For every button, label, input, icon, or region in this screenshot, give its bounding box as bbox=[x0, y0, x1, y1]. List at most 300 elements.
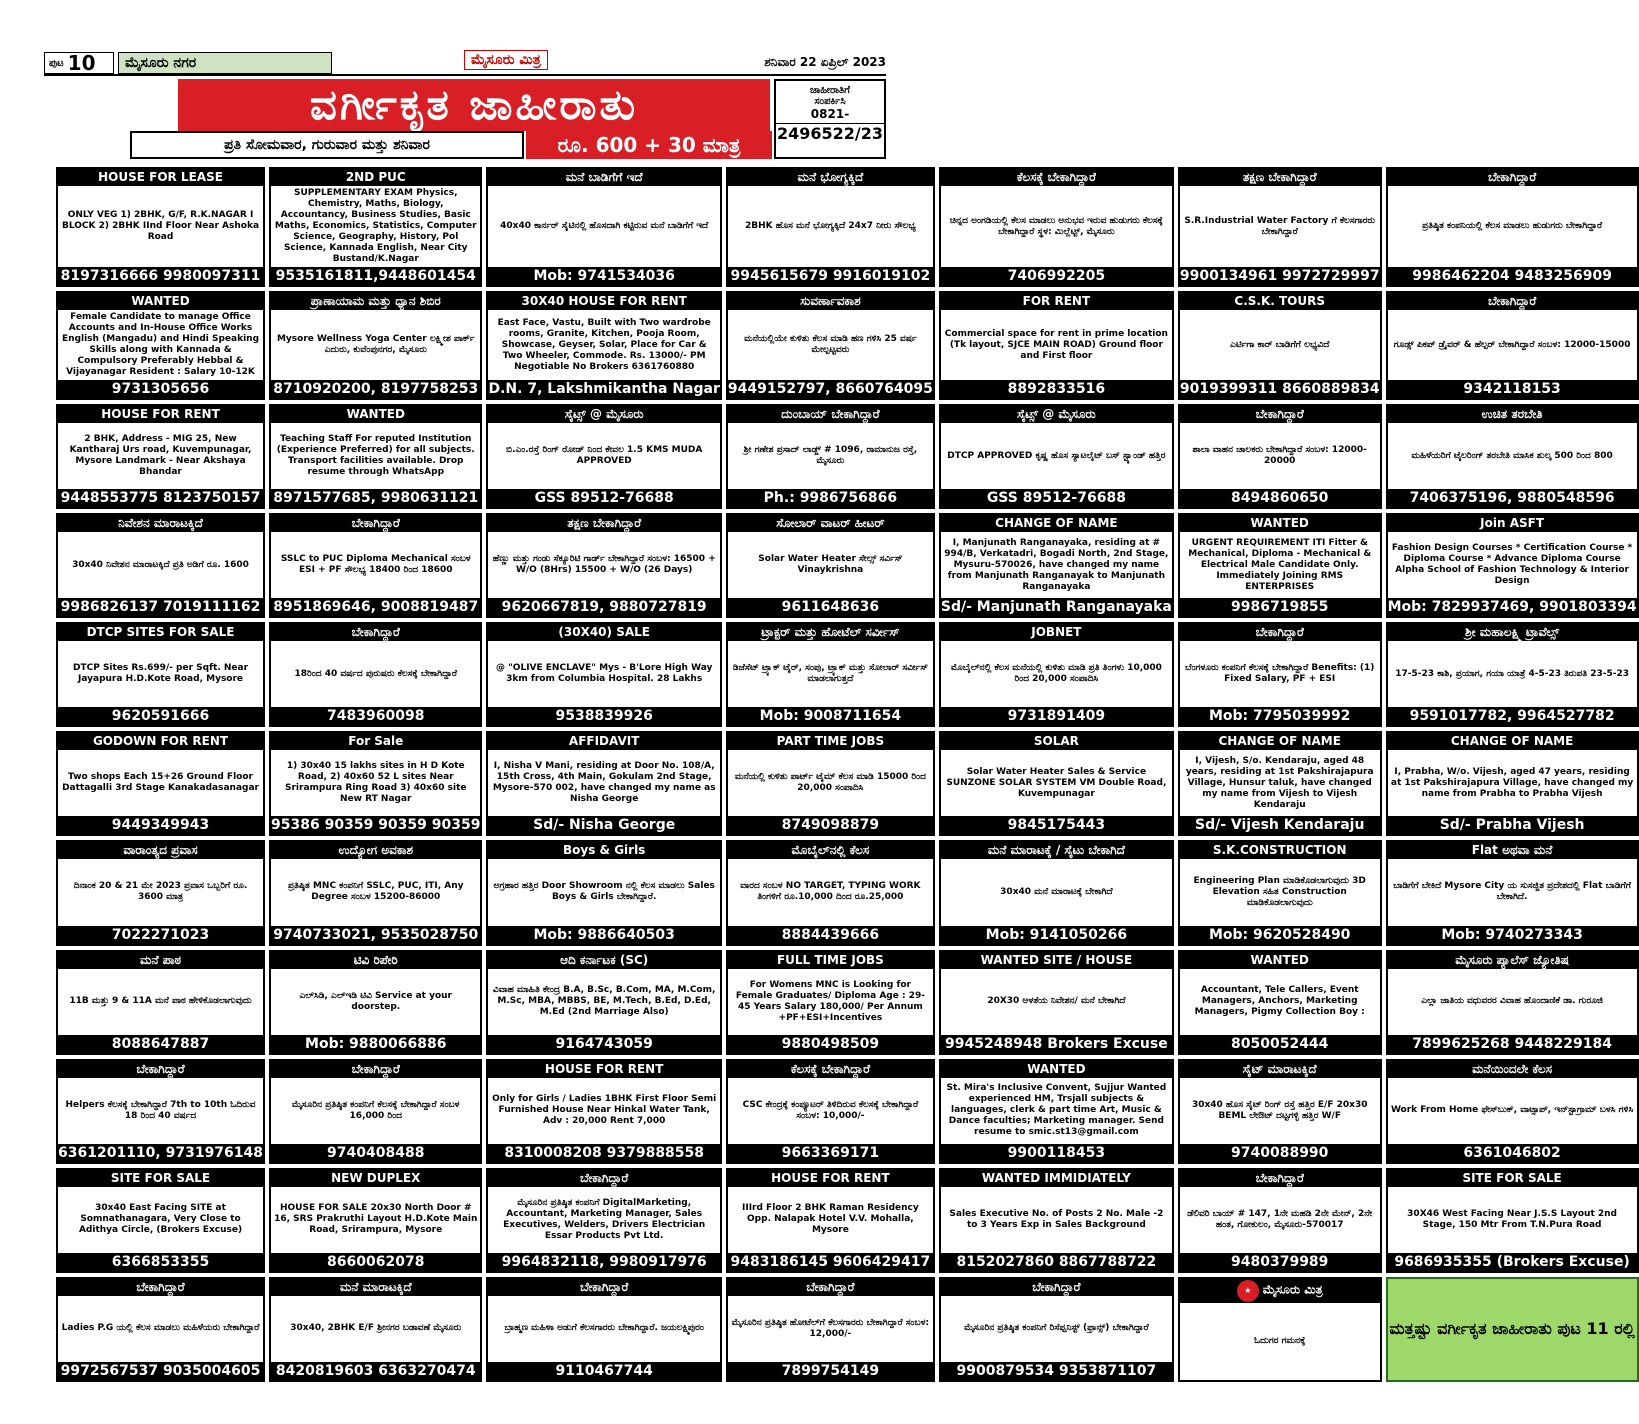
ad-phone: 8710920200, 8197758253 bbox=[271, 380, 480, 398]
classified-ad bbox=[726, 950, 935, 1055]
emblem-icon: ★ bbox=[1237, 1280, 1259, 1302]
ad-heading: ಸೈಟ್ಸ್ @ ಮೈಸೂರು bbox=[941, 406, 1172, 423]
classified-ad bbox=[1386, 513, 1639, 618]
ad-phone: 7483960098 bbox=[271, 707, 480, 725]
ad-heading: ಬೇಕಾಗಿದ್ದಾರೆ bbox=[1180, 624, 1380, 641]
classified-ad bbox=[1386, 167, 1639, 287]
classified-ad bbox=[56, 1277, 265, 1382]
ad-phone: 6361201110, 9731976148 bbox=[58, 1144, 264, 1161]
classified-ad bbox=[726, 1168, 935, 1273]
classified-ad bbox=[1178, 1277, 1382, 1382]
ad-body: 1) 30x40 15 lakhs sites in H D Kote Road, 2) 40x60 52 L sites Near Srirampura Ring Road 3) 40x60 site New RT Nagar bbox=[285, 761, 467, 805]
page-number-box bbox=[44, 52, 114, 74]
classified-ad bbox=[726, 513, 935, 618]
classified-ad bbox=[939, 1277, 1174, 1382]
ad-heading: 2ND PUC bbox=[271, 169, 480, 186]
ad-heading: ಮನೆ ಮಾರಾಟಕ್ಕಿದೆ bbox=[271, 1279, 480, 1296]
ad-body: ಬ್ರಾಹ್ಮಣ ಮಹಿಳಾ ಅಡುಗೆ ಕೆಲಸಗಾರರು ಬೇಕಾಗಿದ್ದಾರೆ. ಜಯಲಕ್ಷ್ಮಿಪುರಂ bbox=[504, 1323, 704, 1334]
ad-body: ONLY VEG 1) 2BHK, G/F, R.K.NAGAR I BLOCK 2) 2BHK IInd Floor Near Ashoka Road bbox=[62, 210, 260, 242]
ad-body: I, Vijesh, S/o. Kendaraju, aged 48 years, residing at 1st Pakshirajapura Village, Hunsur taluk, have changed my name from Vijesh to Vijesh Kendaraju bbox=[1185, 755, 1374, 810]
ad-phone: 9019399311 8660889834 bbox=[1179, 381, 1380, 397]
ad-heading-text: ಮೈಸೂರು ಮಿತ್ರ bbox=[1262, 1282, 1323, 1297]
classified-ad bbox=[486, 950, 721, 1055]
ad-body: 40x40 ಕಾರ್ನರ್ ಸೈಟಿನಲ್ಲಿ ಹೊಸದಾಗಿ ಕಟ್ಟಿರುವ ಮನೆ ಬಾಡಿಗೆಗೆ ಇದೆ bbox=[500, 221, 709, 231]
ad-phone: 8050052444 bbox=[1180, 1035, 1380, 1053]
ad-heading: WANTED bbox=[271, 406, 480, 423]
ad-body: 30x40 ಹೊಸ ಸೈಟ್ ರಿಂಗ್ ರಸ್ತೆ ಹತ್ತಿರ E/F 20x30 BEML ಲೇಔಟ್ ದಟ್ಟಗಳ್ಳಿ ಹತ್ತಿರ W/F bbox=[1191, 1099, 1368, 1121]
ad-body: Commercial space for rent in prime location (Tk layout, SJCE MAIN ROAD) Ground floor and First floor bbox=[944, 328, 1168, 361]
ad-body: ಗೂಡ್ಸ್ ಪಿಕಪ್ ಡ್ರೈವರ್ & ಹೆಲ್ಪರ್ ಬೇಕಾಗಿದ್ದಾರೆ ಸಂಬಳ: 12000-15000 bbox=[1393, 339, 1631, 350]
classified-ad bbox=[726, 291, 935, 400]
ad-body: ಎಲ್‌ಸಿಡಿ, ಎಲ್‌ಇಡಿ ಟಿವಿ Service at your doorstep. bbox=[299, 990, 452, 1012]
classified-ad bbox=[939, 167, 1174, 287]
ad-body: Ladies P.G ಯಲ್ಲಿ ಕೆಲಸ ಮಾಡಲು ಮಹಿಳೆಯರು ಬೇಕಾಗಿದ್ದಾರೆ bbox=[61, 1323, 260, 1334]
ad-heading: ಬೇಕಾಗಿದ್ದಾರೆ bbox=[941, 1279, 1172, 1296]
ad-heading: ಟಿವಿ ರಿಪೇರಿ bbox=[271, 952, 480, 969]
page-number: 10 bbox=[67, 51, 96, 75]
ad-heading: C.S.K. TOURS bbox=[1180, 293, 1380, 310]
ad-phone: 9620667819, 9880727819 bbox=[488, 598, 719, 616]
ad-heading: ವಾರಾಂತ್ಯದ ಪ್ರವಾಸ bbox=[58, 842, 263, 859]
classified-ad bbox=[56, 731, 265, 836]
classified-ad bbox=[486, 731, 721, 836]
ad-body: Accountant, Tele Callers, Event Managers, Anchors, Marketing Managers, Pigmy Collection Boy : bbox=[1194, 985, 1365, 1018]
classified-ad bbox=[1178, 291, 1382, 400]
ad-phone: 9986719855 bbox=[1180, 598, 1380, 616]
ad-body: IIIrd Floor 2 BHK Raman Residency Opp. Nalapak Hotel V.V. Mohalla, Mysore bbox=[742, 1203, 919, 1236]
ad-phone: 9448553775 8123750157 bbox=[58, 489, 263, 507]
ad-heading: (30X40) SALE bbox=[488, 624, 719, 641]
ad-heading: WANTED bbox=[1180, 952, 1380, 969]
ad-heading: ಪ್ರಾಣಾಯಾಮ ಮತ್ತು ಧ್ಯಾನ ಶಿಬಿರ bbox=[271, 293, 480, 310]
ad-heading: WANTED IMMIDIATELY bbox=[941, 1170, 1172, 1187]
classified-ad bbox=[1386, 1059, 1639, 1164]
ad-body: 17-5-23 ಕಾಶಿ, ಪ್ರಯಾಗ, ಗಯಾ ಯಾತ್ರೆ 4-5-23 ತಿರುಪತಿ 23-5-23 bbox=[1395, 668, 1629, 679]
ad-heading: ಬೇಕಾಗಿದ್ದಾರೆ bbox=[488, 1170, 719, 1187]
ad-phone: Sd/- Vijesh Kendaraju bbox=[1180, 816, 1380, 834]
classified-ad bbox=[726, 1059, 935, 1164]
ad-phone: 9740733021, 9535028750 bbox=[271, 926, 480, 944]
classified-ad bbox=[56, 840, 265, 945]
ad-heading: WANTED bbox=[58, 293, 263, 310]
ad-phone: 9480379989 bbox=[1180, 1253, 1380, 1271]
classified-ad bbox=[269, 731, 482, 836]
ad-heading: S.K.CONSTRUCTION bbox=[1180, 842, 1380, 859]
ad-heading: FULL TIME JOBS bbox=[728, 952, 933, 969]
classified-ad bbox=[269, 167, 482, 287]
ad-heading: SITE FOR SALE bbox=[1388, 1170, 1637, 1187]
classified-ad bbox=[1178, 167, 1382, 287]
ad-body: Teaching Staff For reputed Institution (Experience Preferred) for all subjects. Transport facilities available. Drop resume through WhatsApp bbox=[276, 434, 475, 478]
ad-phone: 9740088990 bbox=[1180, 1144, 1380, 1162]
ad-heading: ಕೆಲಸಕ್ಕೆ ಬೇಕಾಗಿದ್ದಾರೆ bbox=[941, 169, 1172, 186]
classified-ad bbox=[56, 1059, 265, 1164]
ad-heading: ಬೇಕಾಗಿದ್ದಾರೆ bbox=[271, 1061, 480, 1078]
ad-body: ಬೆಂಗಳೂರು ಕಂಪನಿಗೆ ಕೆಲಸಕ್ಕೆ ಬೇಕಾಗಿದ್ದಾರೆ Benefits: (1) Fixed Salary, PF + ESI bbox=[1185, 663, 1375, 685]
classified-ad bbox=[269, 513, 482, 618]
ad-heading: ಸೋಲಾರ್ ವಾಟರ್ ಹೀಟರ್ bbox=[728, 515, 933, 532]
ad-phone: 8310008208 9379888558 bbox=[488, 1144, 719, 1162]
ad-heading: ಟ್ರಾಕ್ಟರ್ ಮತ್ತು ಹೋಟೆಲ್ ಸರ್ವೀಸ್ bbox=[728, 624, 933, 641]
ad-heading: ಬೇಕಾಗಿದ್ದಾರೆ bbox=[271, 624, 480, 641]
classified-ad bbox=[486, 404, 721, 509]
ad-phone: 6361046802 bbox=[1388, 1144, 1637, 1162]
ad-phone: 8197316666 9980097311 bbox=[58, 267, 263, 285]
classified-ad bbox=[939, 291, 1174, 400]
classified-ad bbox=[1386, 731, 1639, 836]
classified-ad bbox=[726, 622, 935, 727]
ad-heading: ಮನೆ ಮಾರಾಟಕ್ಕೆ / ಸೈಟು ಬೇಕಾಗಿದೆ bbox=[941, 842, 1172, 859]
ad-body: 30x40 East Facing SITE at Somnathanagara, Very Close to Adithya Circle, (Brokers Excuse) bbox=[78, 1203, 243, 1236]
classified-ad bbox=[1178, 840, 1382, 945]
ad-body: 18ರಿಂದ 40 ವರ್ಷದ ಪುರುಷರು ಕೆಲಸಕ್ಕೆ ಬೇಕಾಗಿದ್ದಾರೆ bbox=[294, 668, 458, 679]
ad-heading: HOUSE FOR RENT bbox=[58, 406, 263, 423]
ad-body: Work From Home ಫೇಸ್‌ಬುಕ್, ವಾಟ್ಸಾಪ್, ಇನ್‌ಸ್ಟಾಗ್ರಾಮ್ ಬಳಸಿ ಗಳಿಸಿ bbox=[1390, 1105, 1634, 1116]
ad-phone: 6366853355 bbox=[58, 1253, 263, 1271]
ad-heading: For Sale bbox=[271, 733, 480, 750]
ad-heading: ಮನೆ ಬಾಡಿಗೆಗೆ ಇದೆ bbox=[488, 169, 719, 186]
ad-body: ಹೆಣ್ಣು ಮತ್ತು ಗಂಡು ಸೆಕ್ಯೂರಿಟಿ ಗಾರ್ಡ್ ಬೇಕಾಗಿದ್ದಾರೆ ಸಂಬಳ: 16500 + W/O (8Hrs) 15500 + W/O (26 Days) bbox=[492, 554, 716, 576]
ad-heading: Boys & Girls bbox=[488, 842, 719, 859]
ad-phone: 9731305656 bbox=[58, 380, 263, 398]
ad-body: ಬಿ.ಎಂ.ರಸ್ತೆ ರಿಂಗ್ ರೋಡ್ ನಿಂದ ಕೇವಲ 1.5 KMS MUDA APPROVED bbox=[506, 445, 703, 467]
ad-heading: CHANGE OF NAME bbox=[941, 515, 1172, 532]
classified-ad bbox=[269, 1168, 482, 1273]
ad-phone: Mob: 9880066886 bbox=[271, 1035, 480, 1053]
classified-ad bbox=[939, 513, 1174, 618]
ad-phone: 9449349943 bbox=[58, 816, 263, 834]
classified-ad bbox=[269, 622, 482, 727]
ad-phone: 9986826137 7019111162 bbox=[58, 598, 263, 616]
classified-ad bbox=[939, 622, 1174, 727]
contact-line-1: ಜಾಹೀರಾತಿಗೆ bbox=[810, 85, 850, 96]
ad-phone: 9591017782, 9964527782 bbox=[1388, 707, 1637, 725]
ad-phone: 9900879534 9353871107 bbox=[941, 1362, 1172, 1380]
ad-phone: Sd/- Manjunath Ranganayaka bbox=[940, 599, 1172, 616]
ad-heading: WANTED bbox=[941, 1061, 1172, 1078]
ad-body: 30x40 ನಿವೇಶನ ಮಾರಾಟಕ್ಕಿದೆ ಪ್ರತಿ ಅಡಿಗೆ ರೂ. 1600 bbox=[72, 559, 249, 570]
ad-heading: ಕೆಲಸಕ್ಕೆ ಬೇಕಾಗಿದ್ದಾರೆ bbox=[728, 1061, 933, 1078]
ad-phone: 8088647887 bbox=[58, 1035, 263, 1053]
classified-ad bbox=[486, 840, 721, 945]
ad-body: ಮೊಬೈಲ್‌ನಲ್ಲಿ ಕೆಲಸ ಮನೆಯಲ್ಲಿ ಕುಳಿತು ಮಾಡಿ ಪ್ರತಿ ತಿಂಗಳು 10,000 ರಿಂದ 20,000 ಸಂಪಾದಿಸಿ bbox=[950, 663, 1162, 685]
ad-phone: 9900118453 bbox=[941, 1144, 1172, 1162]
ad-body: Mysore Wellness Yoga Center ಲಕ್ಷ್ಮೀಶ ಪಾರ್ಕ್ ಎದುರು, ಕುವೆಂಪುನಗರ, ಮೈಸೂರು bbox=[276, 334, 475, 355]
ad-body: Solar Water Heater ಸೇಲ್ಸ್ ಸರ್ವಿಸ್ Vinaykrishna bbox=[758, 554, 903, 576]
city-label: ಮೈಸೂರು ನಗರ bbox=[118, 52, 332, 74]
newspaper-logo: ಮೈಸೂರು ಮಿತ್ರ bbox=[464, 50, 548, 70]
ad-body: ಡಿಜೆಸೆಟ್ ಟ್ರ್ಯಾಕ್ ಟೈರ್, ಸಂಪು, ಟ್ರ್ಯಾಕ್ ಮತ್ತು ಸೋಲಾರ್ ಸರ್ವೀಸ್ ಮಾಡಲಾಗುತ್ತದೆ bbox=[732, 663, 928, 685]
ad-heading: ಮನೆ ಪಾಠ bbox=[58, 952, 263, 969]
classified-ad bbox=[726, 731, 935, 836]
ad-phone: 8749098879 bbox=[728, 816, 933, 834]
ad-body: DTCP Sites Rs.699/- per Sqft. Near Jayapura H.D.Kote Road, Mysore bbox=[73, 663, 249, 685]
ad-phone: Mob: 9620528490 bbox=[1180, 926, 1380, 944]
ad-heading: ಬೇಕಾಗಿದ್ದಾರೆ bbox=[728, 1279, 933, 1296]
classified-ad bbox=[486, 167, 721, 287]
ad-phone: 7899754149 bbox=[728, 1362, 933, 1380]
classified-ad bbox=[1386, 1168, 1639, 1273]
ad-phone: 95386 90359 90359 90359 bbox=[271, 817, 481, 834]
ad-heading: ಶ್ರೀ ಮಹಾಲಕ್ಷ್ಮಿ ಟ್ರಾವೆಲ್ಸ್ bbox=[1388, 624, 1637, 641]
contact-line-3: 0821- bbox=[810, 107, 850, 121]
ad-body: S.R.Industrial Water Factory ಗೆ ಕೆಲಸಗಾರರು ಬೇಕಾಗಿದ್ದಾರೆ bbox=[1184, 215, 1376, 237]
ad-body: ವಿವಾಹ ಮಾಹಿತಿ ಕೇಂದ್ರ B.A, B.Sc, B.Com, MA, M.Com, M.Sc, MBA, MBBS, BE, M.Tech, B.Ed, D.Ed, M.Ed (2nd Marriage Also) bbox=[492, 985, 716, 1018]
ad-body: SUPPLEMENTARY EXAM Physics, Chemistry, Maths, Biology, Accountancy, Business Studies, Basic Maths, Economics, Statistics, Computer Science, Geography, History, Pol Science, Kannada English, Near City Bustand/K.Nagar bbox=[274, 188, 477, 264]
ad-price: ರೂ. 600 + 30 ಮಾತ್ರ bbox=[526, 131, 772, 159]
classified-ad bbox=[486, 1168, 721, 1273]
ad-body: ಓದುಗರ ಗಮನಕ್ಕೆ bbox=[1254, 1335, 1306, 1346]
ad-heading: ಬೇಕಾಗಿದ್ದಾರೆ bbox=[1180, 406, 1380, 423]
continued-notice-text: ಮತ್ತಷ್ಟು ವರ್ಗೀಕೃತ ಜಾಹೀರಾತು ಪುಟ 11 ರಲ್ಲಿ bbox=[1389, 1319, 1635, 1339]
ad-phone: 9945248948 Brokers Excuse bbox=[941, 1035, 1172, 1053]
contact-box bbox=[774, 79, 886, 159]
classified-ad bbox=[1386, 840, 1639, 945]
ad-phone: Ph.: 9986756866 bbox=[728, 489, 933, 507]
ad-phone: Mob: 9886640503 bbox=[488, 926, 719, 944]
ad-body: 30x40 ಮನೆ ಮಾರಾಟಕ್ಕೆ ಬೇಕಾಗಿದೆ bbox=[1000, 886, 1113, 897]
ad-phone: Sd/- Prabha Vijesh bbox=[1388, 816, 1637, 834]
classified-ad bbox=[56, 167, 265, 287]
ad-body: Sales Executive No. of Posts 2 No. Male -2 to 3 Years Exp in Sales Background bbox=[949, 1208, 1164, 1230]
ad-phone: 9663369171 bbox=[728, 1144, 933, 1162]
ad-phone: Mob: 9740273343 bbox=[1388, 926, 1637, 944]
ad-phone: 9740408488 bbox=[271, 1144, 480, 1162]
ad-heading: CHANGE OF NAME bbox=[1388, 733, 1637, 750]
ad-phone: Sd/- Nisha George bbox=[488, 816, 719, 834]
classified-ad bbox=[56, 1168, 265, 1273]
ad-phone: 8971577685, 9980631121 bbox=[271, 489, 480, 507]
ad-phone: 8951869646, 9008819487 bbox=[271, 598, 480, 616]
ad-phone: 8494860650 bbox=[1180, 489, 1380, 507]
ad-phone: 9483186145 9606429417 bbox=[728, 1253, 933, 1271]
classified-ad bbox=[726, 167, 935, 287]
ad-body: ಡೆಲಿವರಿ ಬಾಯ್ # 147, 1ನೇ ಮಹಡಿ 2ನೇ ಮೇನ್, 2ನೇ ಹಂತ, ಗೋಕುಲಂ, ಮೈಸೂರು-570017 bbox=[1187, 1208, 1373, 1230]
ad-body: ಪ್ರತಿಷ್ಠಿತ ಕಂಪನಿಯಲ್ಲಿ ಕೆಲಸ ಮಾಡಲು ಹುಡುಗರು ಬೇಕಾಗಿದ್ದಾರೆ bbox=[1422, 221, 1603, 231]
ad-body: ಚಿನ್ನದ ಅಂಗಡಿಯಲ್ಲಿ ಕೆಲಸ ಮಾಡಲು ಅನುಭವ ಇರುವ ಹುಡುಗರು ಕೆಲಸಕ್ಕೆ ಬೇಕಾಗಿದ್ದಾರೆ ಸ್ಥಳ: ಮಿಲ್ಲೆಟ್ಟ್, ಮೈಸೂರು bbox=[949, 215, 1163, 237]
classified-ad bbox=[486, 1059, 721, 1164]
ad-body: ಮೈಸೂರಿನ ಪ್ರತಿಷ್ಠಿತ ಕಂಪನಿಗೆ ರಿಸೆಪ್ಷನಿಸ್ಟ್ (ಫ್ರಾನ್ಸ್) ಬೇಕಾಗಿದ್ದಾರೆ bbox=[964, 1323, 1149, 1334]
issue-date: ಶನಿವಾರ 22 ಏಪ್ರಿಲ್ 2023 bbox=[764, 55, 886, 69]
ad-body: 2 BHK, Address - MIG 25, New Kantharaj Urs road, Kuvempunagar, Mysore Landmark - Near Akshaya Bhandar bbox=[69, 434, 252, 478]
classified-ad bbox=[1178, 950, 1382, 1055]
ad-heading: ಬೇಕಾಗಿದ್ದಾರೆ bbox=[488, 1279, 719, 1296]
ad-body: ಬಾಡಿಗೆಗೆ ಬೇಕಿದೆ Mysore City ಯ ಸುಸಜ್ಜಿತ ಪ್ರದೇಶದಲ್ಲಿ Flat ಬಾಡಿಗೆಗೆ ಬೇಕಾಗಿದೆ. bbox=[1393, 881, 1631, 903]
ad-phone: 8660062078 bbox=[271, 1253, 480, 1271]
classified-ad bbox=[726, 1277, 935, 1382]
ad-heading: DTCP SITES FOR SALE bbox=[58, 624, 263, 641]
ad-body: CSC ಕೇಂದ್ರಕ್ಕೆ ಕಂಪ್ಯೂಟರ್ ತಿಳಿದಿರುವ ಕೆಲಸಕ್ಕೆ ಬೇಕಾಗಿದ್ದಾರೆ ಸಂಬಳ: 10,000/- bbox=[742, 1099, 919, 1121]
ad-heading: SITE FOR SALE bbox=[58, 1170, 263, 1187]
ad-heading: ಮೊಬೈಲ್‌ನಲ್ಲಿ ಕೆಲಸ bbox=[728, 842, 933, 859]
ad-body: Fashion Design Courses * Certification Course * Diploma Course * Advance Diploma Course Alpha School of Fashion Technology & Interior Design bbox=[1391, 543, 1633, 587]
ad-heading: Join ASFT bbox=[1388, 515, 1637, 532]
ad-heading: ಬೇಕಾಗಿದ್ದಾರೆ bbox=[1388, 169, 1637, 186]
ad-body: 11B ಮತ್ತು 9 & 11A ಮನೆ ಪಾಠ ಹೇಳಿಕೊಡಲಾಗುವುದು bbox=[69, 996, 252, 1007]
ad-heading: ಬೇಕಾಗಿದ್ದಾರೆ bbox=[1180, 1170, 1380, 1187]
ad-phone: GSS 89512-76688 bbox=[488, 489, 719, 507]
ad-body: ಎಲ್ಲಾ ಜಾತಿಯ ವಧುವರರ ವಿವಾಹ ಹೊಂದಾಣಿಕೆ ಡಾ. ಗುರೂಜಿ bbox=[1421, 996, 1603, 1007]
ad-body: Only for Girls / Ladies 1BHK First Floor Semi Furnished House Near Hinkal Water Tank, Adv : 20,000 Rent 7,000 bbox=[492, 1094, 717, 1127]
page-label: ಪುಟ bbox=[49, 57, 64, 69]
ad-phone: 9972567537 9035004605 bbox=[58, 1362, 263, 1380]
contact-phone: 2496522/23 bbox=[776, 124, 884, 143]
ad-heading: WANTED bbox=[1180, 515, 1380, 532]
ad-heading bbox=[1180, 1279, 1380, 1303]
classified-ad bbox=[1178, 1059, 1382, 1164]
ad-heading: GODOWN FOR RENT bbox=[58, 733, 263, 750]
classified-ad bbox=[269, 840, 482, 945]
ad-phone: GSS 89512-76688 bbox=[941, 489, 1172, 507]
classified-ad bbox=[726, 840, 935, 945]
ad-body: SSLC to PUC Diploma Mechanical ಸಂಬಳ ESI + PF ಸೌಲಭ್ಯ 18400 ರಿಂದ 18600 bbox=[280, 554, 471, 576]
ad-heading: ಸೈಟ್ ಮಾರಾಟಕ್ಕಿದೆ bbox=[1180, 1061, 1380, 1078]
classified-ad bbox=[56, 404, 265, 509]
classified-ad bbox=[486, 1277, 721, 1382]
ad-heading: AFFIDAVIT bbox=[488, 733, 719, 750]
contact-line-2: ಸಂಪರ್ಕಿಸಿ bbox=[814, 96, 846, 107]
classified-ad bbox=[1178, 622, 1382, 727]
page-header bbox=[44, 50, 886, 76]
ad-body: ಶ್ರೀ ಗಣೇಶ ಪ್ರಸಾದ್ ಲಾಡ್ಜ್ # 1096, ರಾಮಾನುಜ ರಸ್ತೆ, ಮೈಸೂರು bbox=[743, 445, 918, 467]
ad-body: East Face, Vastu, Built with Two wardrobe rooms, Granite, Kitchen, Pooja Room, Showcase, Geyser, Solar, Place for Car & Two Wheeler, Commode. Rs. 13000/- PM Negotiable No Brokers 6361760880 bbox=[497, 317, 711, 372]
ad-body: ಮನೆಯಲ್ಲಿಯೇ ಕುಳಿತು ಕೆಲಸ ಮಾಡಿ ಹಣ ಗಳಿಸಿ 25 ವರ್ಷ ಮೇಲ್ಪಟ್ಟವರು bbox=[744, 334, 917, 355]
ad-phone: 9945615679 9916019102 bbox=[728, 267, 933, 285]
classified-ad bbox=[56, 291, 265, 400]
ad-phone: 7899625268 9448229184 bbox=[1388, 1035, 1637, 1053]
ad-body: Two shops Each 15+26 Ground Floor Dattagalli 3rd Stage Kanakadasanagar bbox=[62, 772, 259, 794]
ad-body: 30X46 West Facing Near J.S.S Layout 2nd Stage, 150 Mtr From T.N.Pura Road bbox=[1407, 1208, 1617, 1230]
ad-heading: SOLAR bbox=[941, 733, 1172, 750]
classified-ad bbox=[726, 404, 935, 509]
ad-body: DTCP APPROVED ಕೃಷ್ಣ ಹೊಸ ಸ್ಯಾಟಲೈಟ್ ಬಸ್ ಸ್ಟ್ಯಾಂಡ್ ಹತ್ತಿರ bbox=[947, 450, 1166, 461]
classified-ad bbox=[56, 513, 265, 618]
classified-ad bbox=[939, 731, 1174, 836]
ad-phone: 8884439666 bbox=[728, 926, 933, 944]
section-subtitle: ಪ್ರತಿ ಸೋಮವಾರ, ಗುರುವಾರ ಮತ್ತು ಶನಿವಾರ bbox=[130, 131, 524, 159]
ad-heading: ದುಂಬಾಯ್ ಬೇಕಾಗಿದ್ದಾರೆ bbox=[728, 406, 933, 423]
ad-body: ಎರ್ಟಿಗಾ ಕಾರ್ ಬಾಡಿಗೆಗೆ ಲಭ್ಯವಿದೆ bbox=[1230, 339, 1330, 350]
ad-phone: Mob: 9008711654 bbox=[728, 707, 933, 725]
ad-heading: WANTED SITE / HOUSE bbox=[941, 952, 1172, 969]
ad-phone: Mob: 9141050266 bbox=[941, 926, 1172, 944]
classified-ad bbox=[1386, 622, 1639, 727]
ad-body: Solar Water Heater Sales & Service SUNZONE SOLAR SYSTEM VM Double Road, Kuvempunagar bbox=[946, 766, 1167, 799]
classified-ad bbox=[939, 1059, 1174, 1164]
ad-heading: 30X40 HOUSE FOR RENT bbox=[488, 293, 719, 310]
ad-phone: 8420819603 6363270474 bbox=[271, 1362, 480, 1380]
ad-heading: ಆದಿ ಕರ್ನಾಟಕ (SC) bbox=[488, 952, 719, 969]
ad-body: URGENT REQUIREMENT ITI Fitter & Mechanical, Diploma - Mechanical & Electrical Male Candidate Only. Immediately Joining RMS ENTERPRISES bbox=[1188, 537, 1372, 592]
ad-phone: 9620591666 bbox=[58, 707, 263, 725]
ad-phone: 9900134961 9972729997 bbox=[1179, 268, 1380, 284]
ad-phone: 9342118153 bbox=[1388, 380, 1637, 398]
ad-phone: Mob: 7829937469, 9901803394 bbox=[1387, 599, 1637, 616]
ad-phone: 9845175443 bbox=[941, 816, 1172, 834]
ad-heading: ತಕ್ಷಣ ಬೇಕಾಗಿದ್ದಾರೆ bbox=[488, 515, 719, 532]
ad-phone: 7022271023 bbox=[58, 926, 263, 944]
ad-body: 30x40, 2BHK E/F ಶ್ರೀನಗರ ಬಡಾವಣೆ ಮೈಸೂರು bbox=[290, 1323, 462, 1334]
ad-body: ದಿನಾಂಕ 20 & 21 ಮೇ 2023 ಪ್ರವಾಸ ಒಬ್ಬರಿಗೆ ರೂ. 3600 ಮಾತ್ರ bbox=[73, 881, 248, 903]
ad-phone: Mob: 7795039992 bbox=[1180, 707, 1380, 725]
classified-ad bbox=[269, 1277, 482, 1382]
classified-ad bbox=[56, 622, 265, 727]
ad-phone: 7406992205 bbox=[941, 267, 1172, 285]
ad-heading: ಬೇಕಾಗಿದ್ದಾರೆ bbox=[58, 1279, 263, 1296]
ad-heading: ಮನೆಯಿಂದಲೇ ಕೆಲಸ bbox=[1388, 1061, 1637, 1078]
ad-body: I, Nisha V Mani, residing at Door No. 108/A, 15th Cross, 4th Main, Gokulam 2nd Stage, Mysore-570 002, have changed my name as Nisha George bbox=[492, 761, 716, 805]
ad-phone: Mob: 9741534036 bbox=[488, 267, 719, 285]
ad-heading: FOR RENT bbox=[941, 293, 1172, 310]
classified-ad bbox=[486, 513, 721, 618]
ad-phone: 9110467744 bbox=[488, 1362, 719, 1380]
ad-body: 2BHK ಹೊಸ ಮನೆ ಭೋಗ್ಯಕ್ಕಿದೆ 24x7 ನೀರು ಸೌಲಭ್ಯ bbox=[744, 221, 916, 231]
classified-ad bbox=[1178, 731, 1382, 836]
ad-heading: ಮೈಸೂರು ಪ್ಯಾಲೆಸ್ ಜ್ಯೋತಿಷ bbox=[1388, 952, 1637, 969]
ad-phone: 9986462204 9483256909 bbox=[1388, 267, 1637, 285]
continued-notice bbox=[1386, 1277, 1639, 1382]
ad-phone: 8152027860 8867788722 bbox=[941, 1253, 1172, 1271]
ad-heading: ಮನೆ ಭೋಗ್ಯಕ್ಕಿದೆ bbox=[728, 169, 933, 186]
ad-heading: ಬೇಕಾಗಿದ್ದಾರೆ bbox=[1388, 293, 1637, 310]
classified-ad bbox=[1178, 404, 1382, 509]
ad-phone: 9731891409 bbox=[941, 707, 1172, 725]
classified-ad bbox=[269, 950, 482, 1055]
ad-body: Helpers ಕೆಲಸಕ್ಕೆ ಬೇಕಾಗಿದ್ದಾರೆ 7th to 10th ಓದಿರುವ 18 ರಿಂದ 40 ವರ್ಷದ bbox=[65, 1099, 256, 1121]
ad-body: ಪ್ರತಿಷ್ಠಿತ MNC ಕಂಪನಿಗೆ SSLC, PUC, ITI, Any Degree ಸಂಬಳ 15200-86000 bbox=[288, 881, 464, 903]
classified-ad bbox=[1386, 950, 1639, 1055]
ad-phone: 9535161811,9448601454 bbox=[271, 267, 480, 285]
ad-body: ಮೈಸೂರಿನ ಪ್ರತಿಷ್ಠಿತ ಕಂಪನಿಗೆ ಕೆಲಸಕ್ಕೆ ಬೇಕಾಗಿದ್ದಾರೆ ಸಂಬಳ 16,000 ರಿಂದ bbox=[291, 1099, 460, 1121]
classified-ad bbox=[939, 1168, 1174, 1273]
ad-body: ಅಗ್ರಹಾರ ಹತ್ತಿರ Door Showroom ನಲ್ಲಿ ಕೆಲಸ ಮಾಡಲು Sales Boys & Girls ಬೇಕಾಗಿದ್ದಾರೆ. bbox=[493, 881, 715, 903]
classified-ad bbox=[269, 404, 482, 509]
ad-heading: HOUSE FOR LEASE bbox=[58, 169, 263, 186]
classified-ad bbox=[56, 950, 265, 1055]
ad-heading: ತಕ್ಷಣ ಬೇಕಾಗಿದ್ದಾರೆ bbox=[1180, 169, 1380, 186]
classified-ad bbox=[1178, 1168, 1382, 1273]
ad-phone: 9611648636 bbox=[728, 598, 933, 616]
ad-body: St. Mira's Inclusive Convent, Sujjur Wanted experienced HM, Trsjall subjects & languages, clerk & part time Art, Music & Dance faculties; Marketing manager. Send resume to smic.st13@gmail.com bbox=[946, 1083, 1167, 1138]
ad-heading: ಬೇಕಾಗಿದ್ದಾರೆ bbox=[58, 1061, 263, 1078]
ad-phone: 9449152797, 8660764095 bbox=[727, 381, 933, 397]
ad-phone: 9964832118, 9980917976 bbox=[488, 1253, 719, 1271]
ad-body: Engineering Plan ಮಾಡಿಕೊಡಲಾಗುವುದು 3D Elevation ಸಹಿತ Construction ಮಾಡಿಕೊಡಲಾಗುವುದು bbox=[1193, 875, 1366, 908]
ad-phone: D.N. 7, Lakshmikantha Nagar bbox=[488, 381, 720, 397]
ad-phone: 8892833516 bbox=[941, 380, 1172, 398]
ad-heading: ಉದ್ಯೋಗ ಅವಕಾಶ bbox=[271, 842, 480, 859]
classified-ad bbox=[939, 950, 1174, 1055]
classified-ad bbox=[486, 291, 721, 400]
ad-body: ಮಹಿಳೆಯರಿಗೆ ಟೈಲರಿಂಗ್ ತರಬೇತಿ ಮಾಸಿಕ ಶುಲ್ಕ 500 ರಿಂದ 800 bbox=[1411, 450, 1613, 461]
ad-body: ಮನೆಯಲ್ಲಿ ಕುಳಿತು ಪಾರ್ಟ್ ಟೈಮ್ ಕೆಲಸ ಮಾಡಿ 15000 ರಿಂದ 20,000 ಸಂಪಾದಿಸಿ bbox=[734, 772, 926, 794]
ad-phone: 9164743059 bbox=[488, 1035, 719, 1053]
classified-ad bbox=[269, 291, 482, 400]
classified-ad bbox=[939, 404, 1174, 509]
section-title: ವರ್ಗೀಕೃತ ಜಾಹೀರಾತು bbox=[178, 79, 770, 131]
ad-phone: 9538839926 bbox=[488, 707, 719, 725]
ad-heading: HOUSE FOR RENT bbox=[728, 1170, 933, 1187]
classified-ads-grid bbox=[56, 167, 1637, 1382]
ad-heading: HOUSE FOR RENT bbox=[488, 1061, 719, 1078]
classified-ad bbox=[939, 840, 1174, 945]
ad-phone: 9880498509 bbox=[728, 1035, 933, 1053]
ad-body: I, Prabha, W/o. Vijesh, aged 47 years, residing at 1st Pakshirajapura Village, have changed my name from Prabha to Prabha Vijesh bbox=[1390, 766, 1634, 799]
ad-heading: JOBNET bbox=[941, 624, 1172, 641]
ad-heading: ನಿವೇಶನ ಮಾರಾಟಕ್ಕಿದೆ bbox=[58, 515, 263, 532]
ad-heading: PART TIME JOBS bbox=[728, 733, 933, 750]
ad-heading: ಬೇಕಾಗಿದ್ದಾರೆ bbox=[271, 515, 480, 532]
